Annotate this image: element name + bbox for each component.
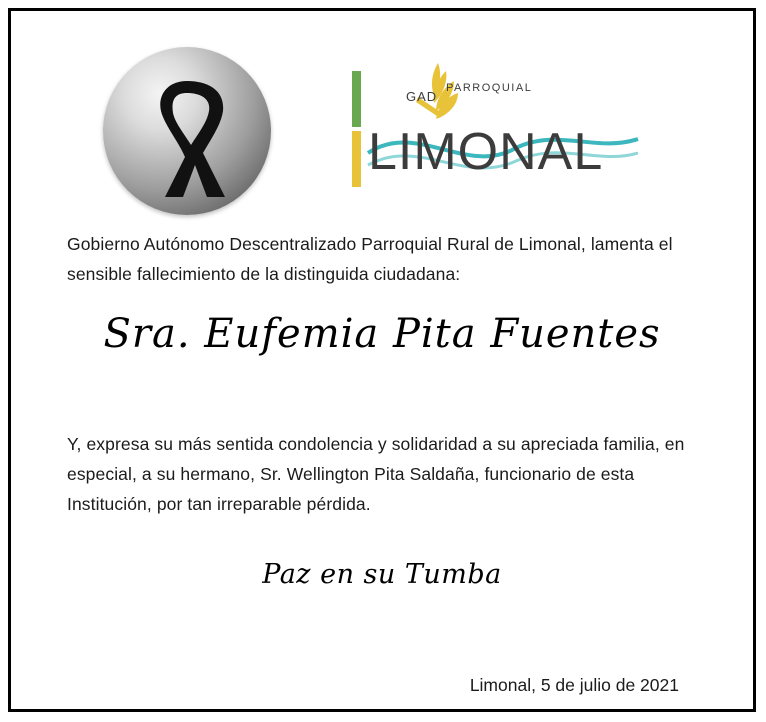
deceased-name: Sra. Eufemia Pita Fuentes — [103, 311, 661, 357]
logo-parroquial-text: PARROQUIAL — [446, 82, 533, 94]
logo-bar-green — [352, 71, 361, 127]
closing-phrase: Paz en su Tumba — [262, 559, 502, 590]
logo-limonal-text: LIMONAL — [368, 123, 604, 181]
body-paragraph: Y, expresa su más sentida condolencia y solidaridad a su apreciada familia, en especial, a su hermano, Sr. Wellington Pita Saldaña, funcionario de esta Institución, por tan irreparable pérdida. — [67, 434, 685, 514]
mourning-ribbon-icon — [103, 47, 273, 217]
intro-paragraph: Gobierno Autónomo Descentralizado Parroquial Rural de Limonal, lamenta el sensible fallecimiento de la distinguida ciudadana: — [67, 234, 673, 284]
obituary-card — [8, 8, 756, 712]
card-inner — [11, 11, 753, 709]
ribbon-shape-icon — [103, 47, 271, 215]
logo-bar-yellow — [352, 131, 361, 187]
header-logos — [11, 39, 753, 209]
limonal-institution-logo — [346, 57, 646, 202]
logo-gad-text: GAD — [406, 89, 438, 104]
place-and-date: Limonal, 5 de julio de 2021 — [469, 675, 679, 695]
